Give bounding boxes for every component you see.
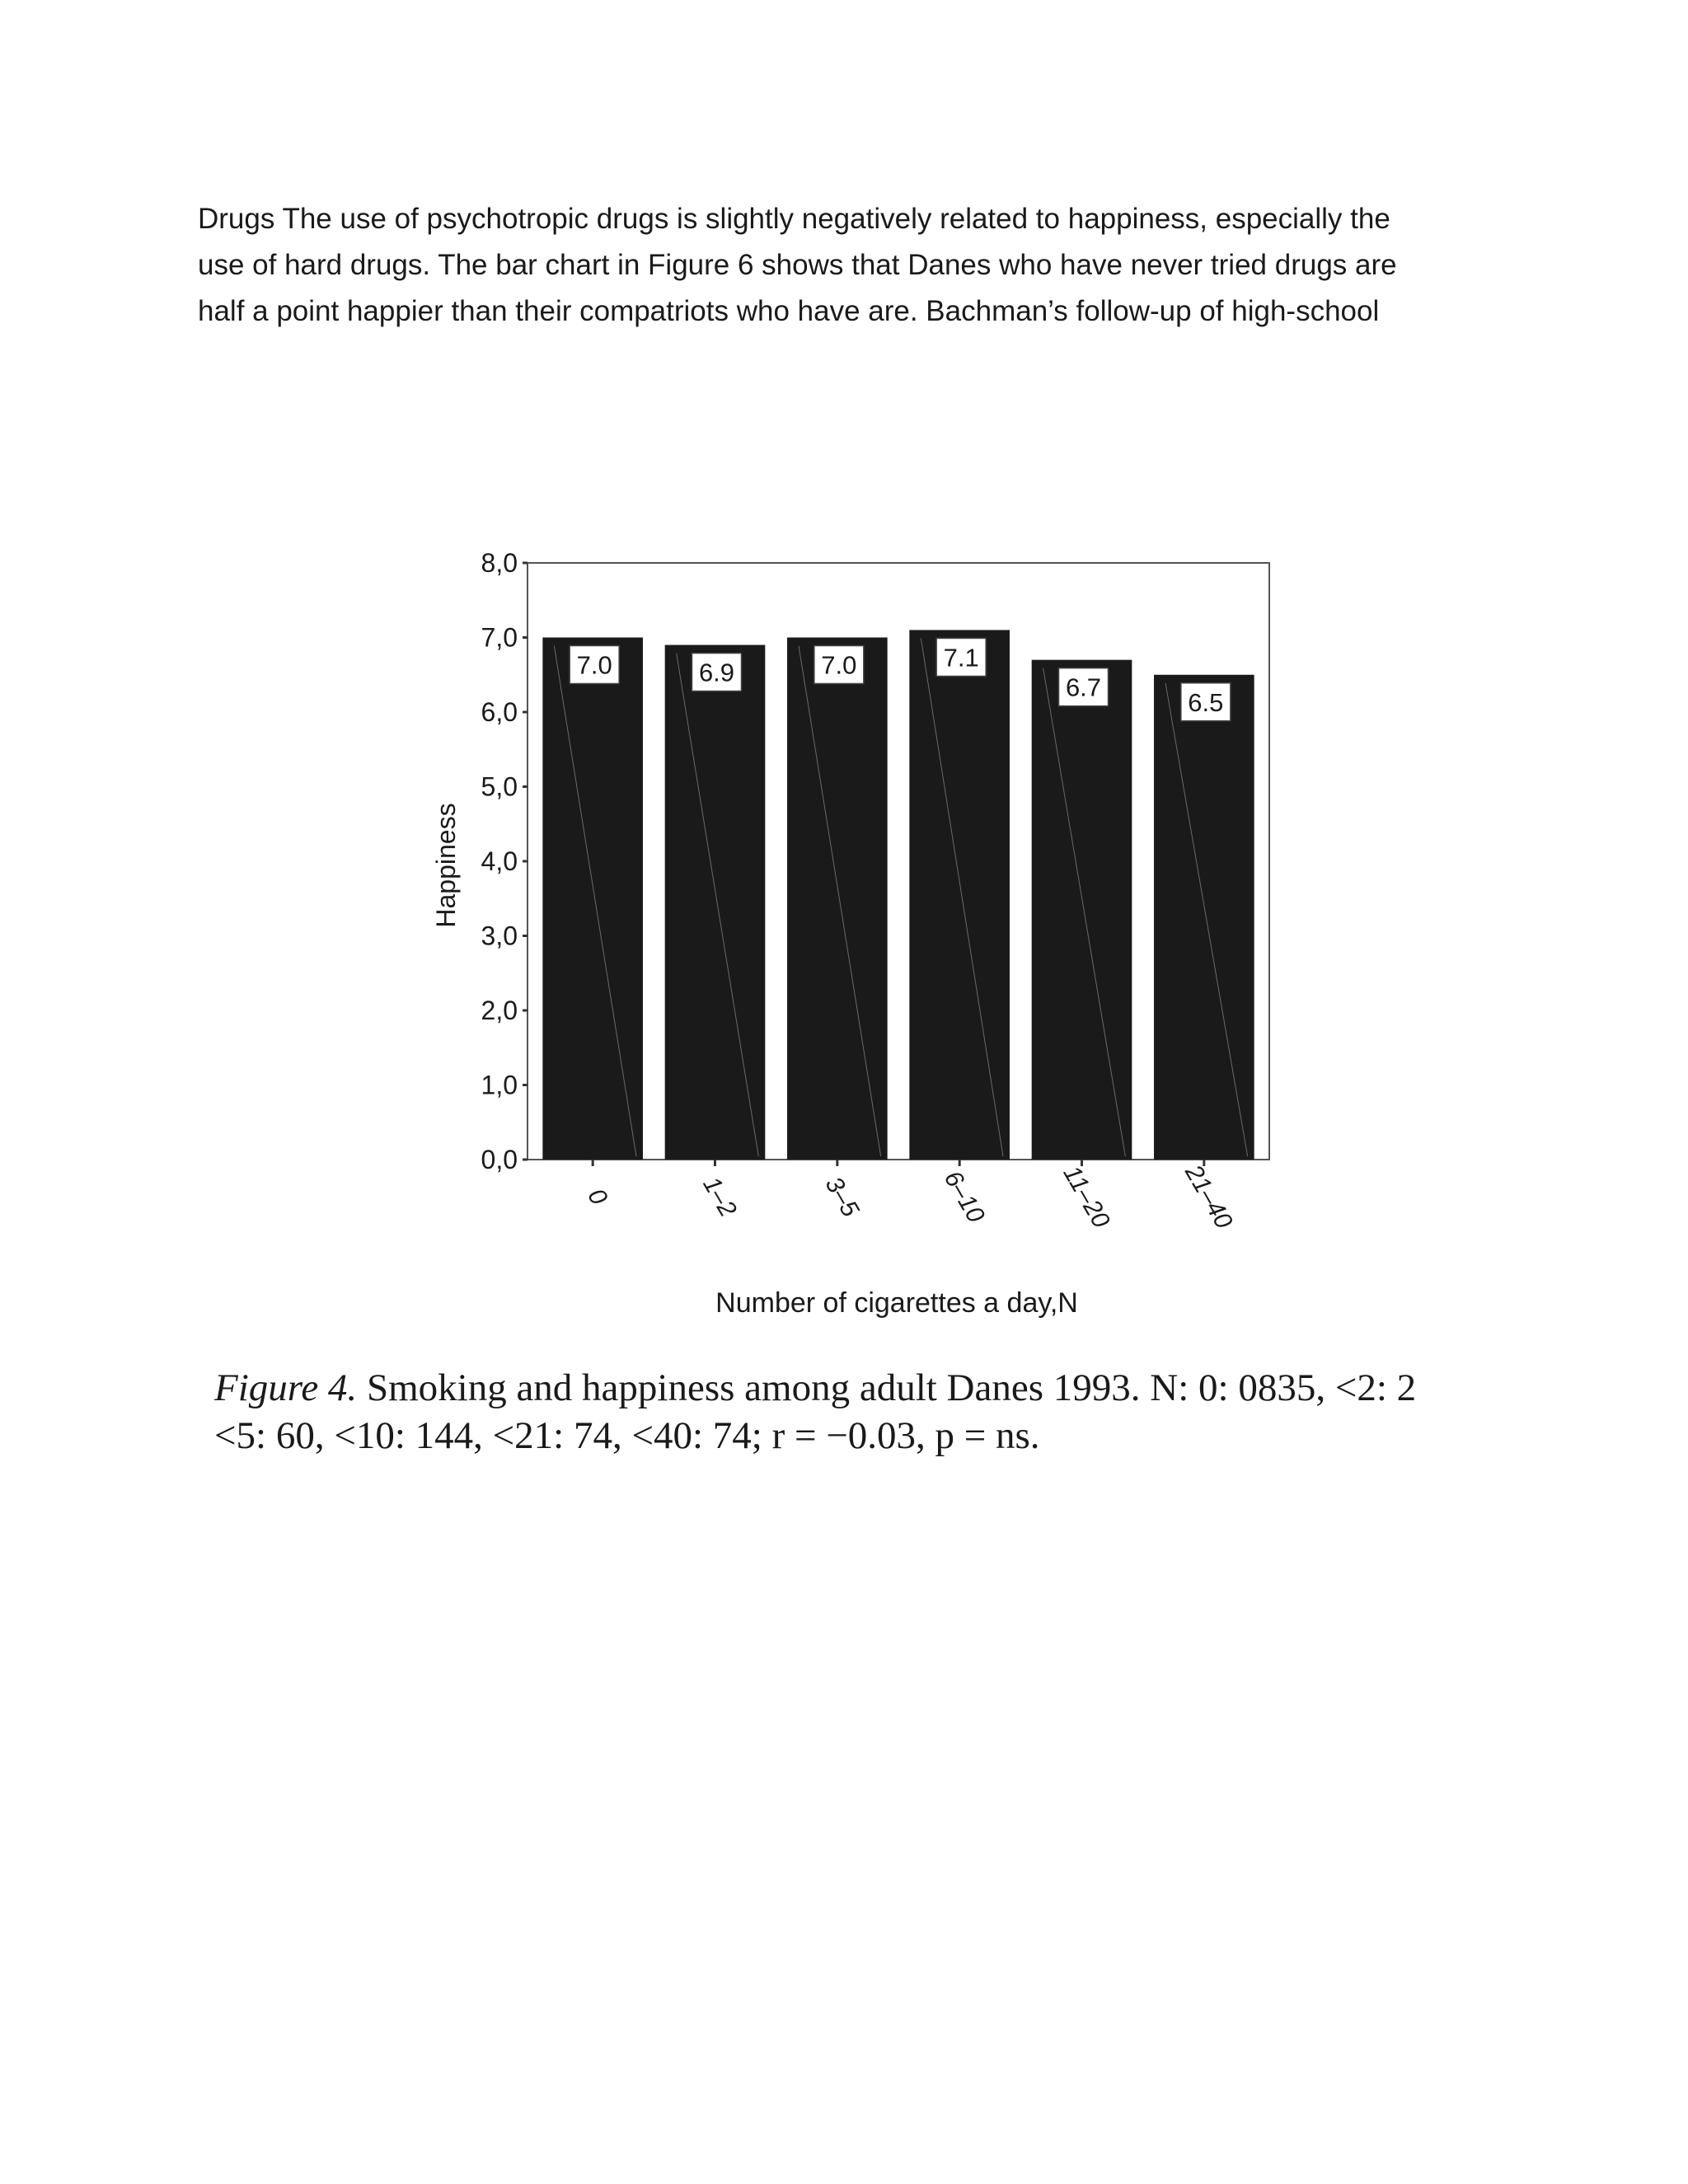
y-tick-label: 3,0 — [481, 921, 518, 951]
chart-svg — [412, 527, 1286, 1352]
x-tick-label: 0 — [582, 1183, 613, 1210]
data-label: 6.7 — [1065, 673, 1102, 702]
x-axis-label: Number of cigarettes a day,N — [715, 1287, 1078, 1319]
data-label: 6.9 — [698, 658, 735, 687]
y-tick-label: 6,0 — [481, 697, 518, 727]
figure-bar-chart — [412, 527, 1286, 1352]
caption-line-1 — [214, 1364, 1500, 1412]
caption-line-2: <5: 60, <10: 144, <21: 74, <40: 74; r = −0.03, p = ns. — [214, 1414, 1040, 1457]
bar — [1032, 660, 1132, 1160]
bar — [787, 638, 888, 1160]
data-label: 6.5 — [1188, 687, 1224, 717]
figure-caption — [214, 1364, 1500, 1460]
data-label: 7.0 — [821, 650, 857, 680]
paragraph-line: half a point happier than their compatriots who have are. Bachman’s follow-up of high-school — [198, 295, 1380, 327]
x-tick-label: 21–40 — [1179, 1160, 1238, 1234]
x-tick-label: 6–10 — [938, 1166, 990, 1228]
bar — [909, 630, 1010, 1160]
data-label: 7.0 — [576, 650, 612, 680]
body-paragraph — [198, 196, 1484, 335]
x-tick-label: 11–20 — [1057, 1160, 1115, 1233]
y-tick-label: 8,0 — [481, 548, 518, 578]
y-tick-label: 0,0 — [481, 1145, 518, 1174]
caption-text: Smoking and happiness among adult Danes 1993. N: 0: 0835, <2: 2 — [357, 1366, 1417, 1409]
y-tick-label: 5,0 — [481, 771, 518, 802]
y-tick-label: 1,0 — [481, 1070, 518, 1100]
y-tick-label: 7,0 — [481, 622, 518, 653]
data-label: 7.1 — [943, 643, 979, 673]
y-tick-label: 2,0 — [481, 996, 518, 1025]
y-axis-label: Happiness — [431, 803, 461, 928]
paragraph-line: use of hard drugs. The bar chart in Figure 6 shows that Danes who have never tried drugs are — [198, 249, 1397, 281]
x-tick-label: 1–2 — [697, 1172, 742, 1222]
bar — [1154, 675, 1254, 1160]
paragraph-line: Drugs The use of psychotropic drugs is slightly negatively related to happiness, especially the — [198, 203, 1390, 235]
x-tick-label: 3–5 — [819, 1172, 865, 1222]
y-tick-label: 4,0 — [481, 846, 518, 876]
bar — [665, 645, 766, 1160]
figure-label: Figure 4. — [214, 1366, 358, 1409]
bar — [542, 638, 643, 1160]
